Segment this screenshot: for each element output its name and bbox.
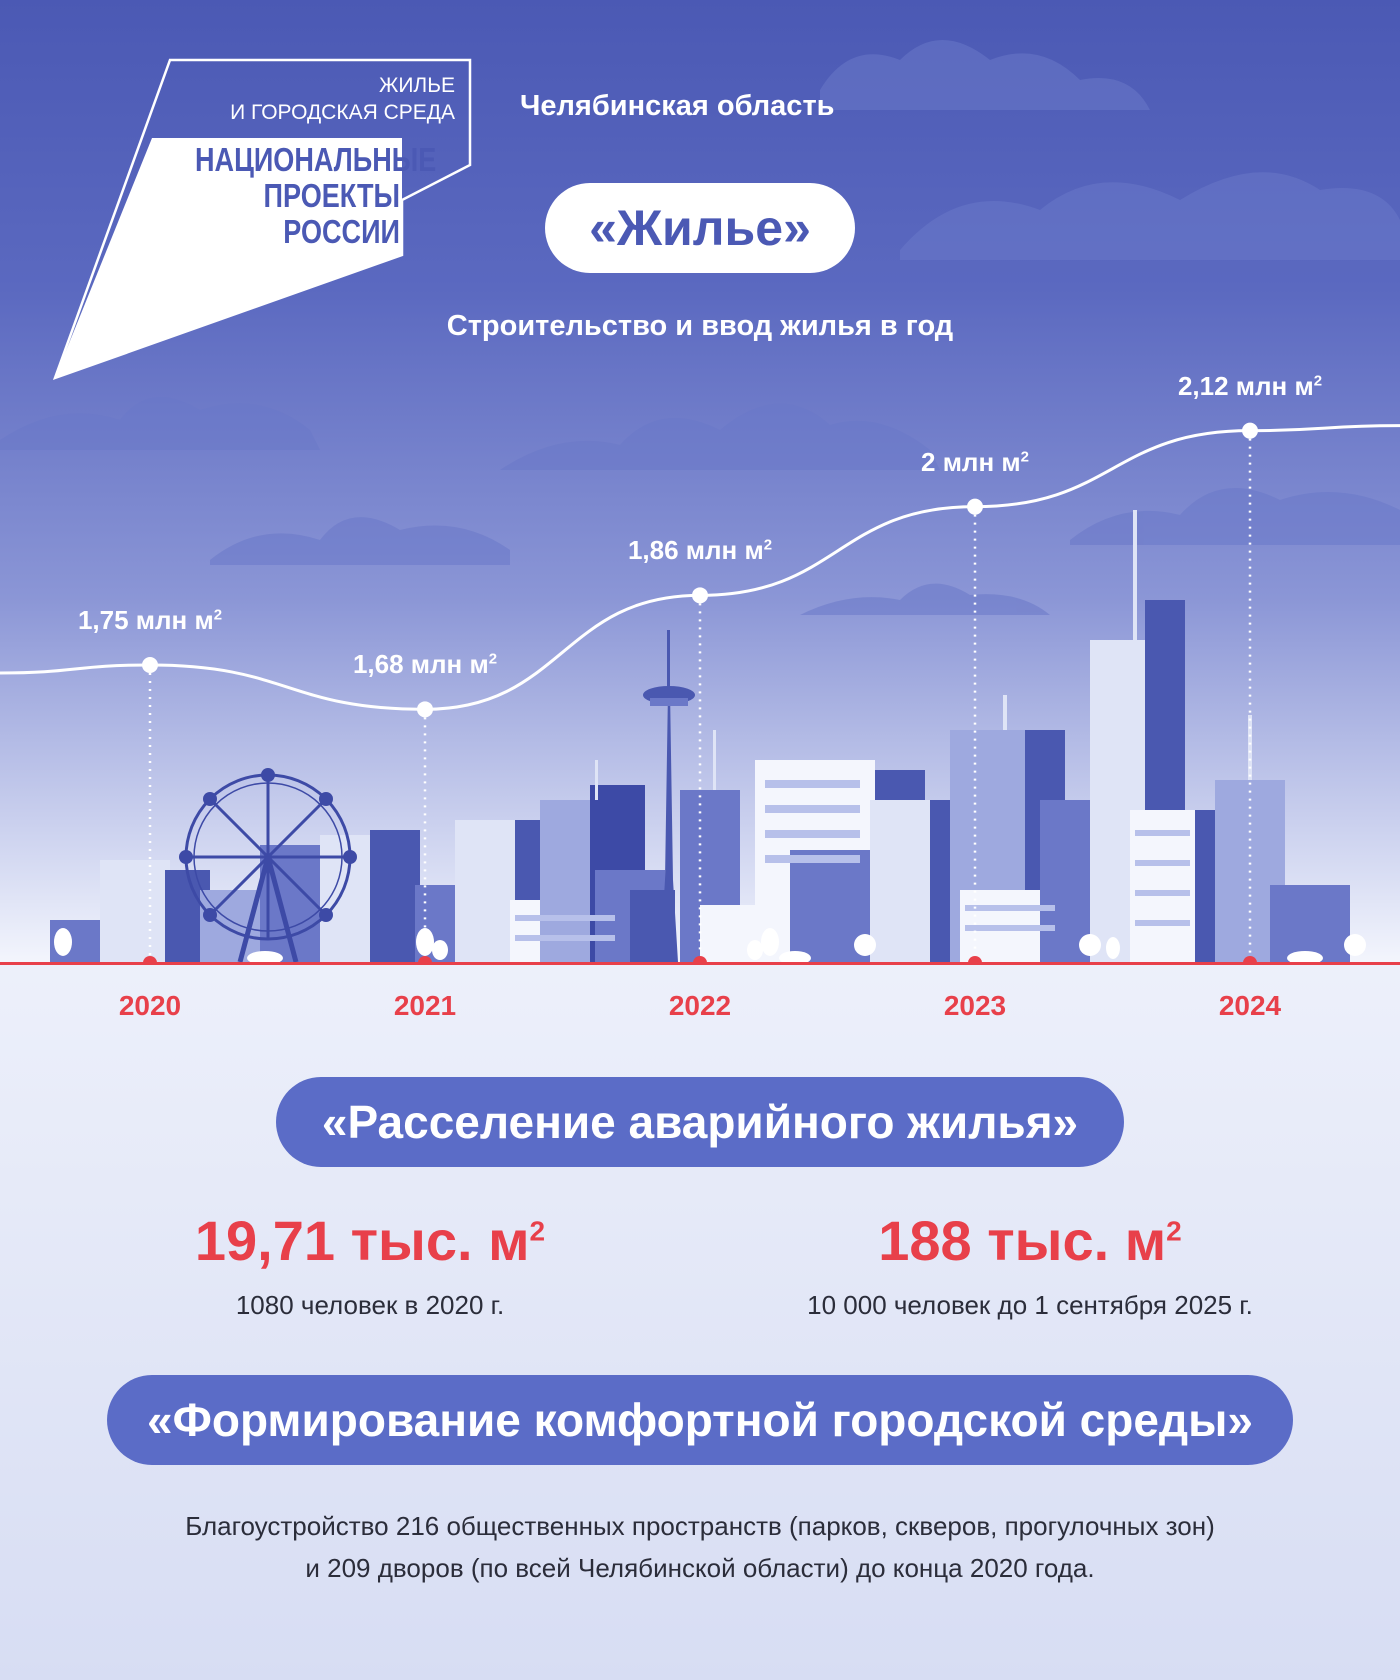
- data-point-2022: [692, 587, 708, 603]
- urban-description: [60, 1505, 1340, 1589]
- logo-title-line2: ПРОЕКТЫ: [263, 177, 400, 214]
- logo-title-line1: НАЦИОНАЛЬНЫЕ: [195, 141, 437, 178]
- x-tick-label-2022: 2022: [668, 990, 732, 1021]
- data-label-2020: 1,75 млн $м^2$: [77, 605, 223, 635]
- chart-subtitle: Строительство и ввод жилья в год: [446, 310, 954, 342]
- x-tick-label-2023: 2023: [943, 990, 1007, 1021]
- logo-title: [195, 141, 437, 250]
- data-point-2021: [417, 701, 433, 717]
- data-point-2024: [1242, 423, 1258, 439]
- relocation-stat-1-note: 1080 человек в 2020 г.: [235, 1290, 505, 1320]
- data-point-2023: [967, 499, 983, 515]
- data-label-2022: 1,86 млн $м^2$: [627, 535, 773, 566]
- data-label-2023: 2 млн $м^2$: [921, 446, 1029, 477]
- logo-subtitle-line2: И ГОРОДСКАЯ СРЕДА: [230, 101, 455, 124]
- x-tick-label-2024: 2024: [1218, 990, 1282, 1021]
- city-skyline: [50, 510, 1350, 962]
- relocation-stat-2-note: 10 000 человек до 1 сентября 2025 г.: [807, 1290, 1253, 1320]
- project-title-pill: «Жилье»: [545, 183, 855, 273]
- relocation-stat-2-value: 188 тыс. $м^2$: [878, 1209, 1182, 1272]
- region-title: Челябинская область: [520, 90, 835, 122]
- urban-description-line1: Благоустройство 216 общественных пространств (парков, скверов, прогулочных зон): [185, 1511, 1215, 1541]
- logo-subtitle-line1: ЖИЛЬЕ: [378, 74, 455, 97]
- data-label-2021: 1,68 млн $м^2$: [352, 649, 498, 680]
- relocation-title-pill: «Расселение аварийного жилья»: [276, 1077, 1124, 1167]
- urban-description-line2: и 209 дворов (по всей Челябинской области) до конца 2020 года.: [305, 1553, 1095, 1583]
- relocation-stat-1-value: 19,71 тыс. $м^2$: [194, 1209, 546, 1272]
- data-label-2024: 2,12 млн $м^2$: [1177, 370, 1323, 401]
- x-tick-label-2021: 2021: [393, 990, 457, 1021]
- x-tick-label-2020: 2020: [118, 990, 182, 1021]
- logo-subtitle: [170, 72, 455, 126]
- data-point-2020: [142, 657, 158, 673]
- logo-title-line3: РОССИИ: [283, 213, 400, 250]
- urban-title-pill: «Формирование комфортной городской среды»: [107, 1375, 1293, 1465]
